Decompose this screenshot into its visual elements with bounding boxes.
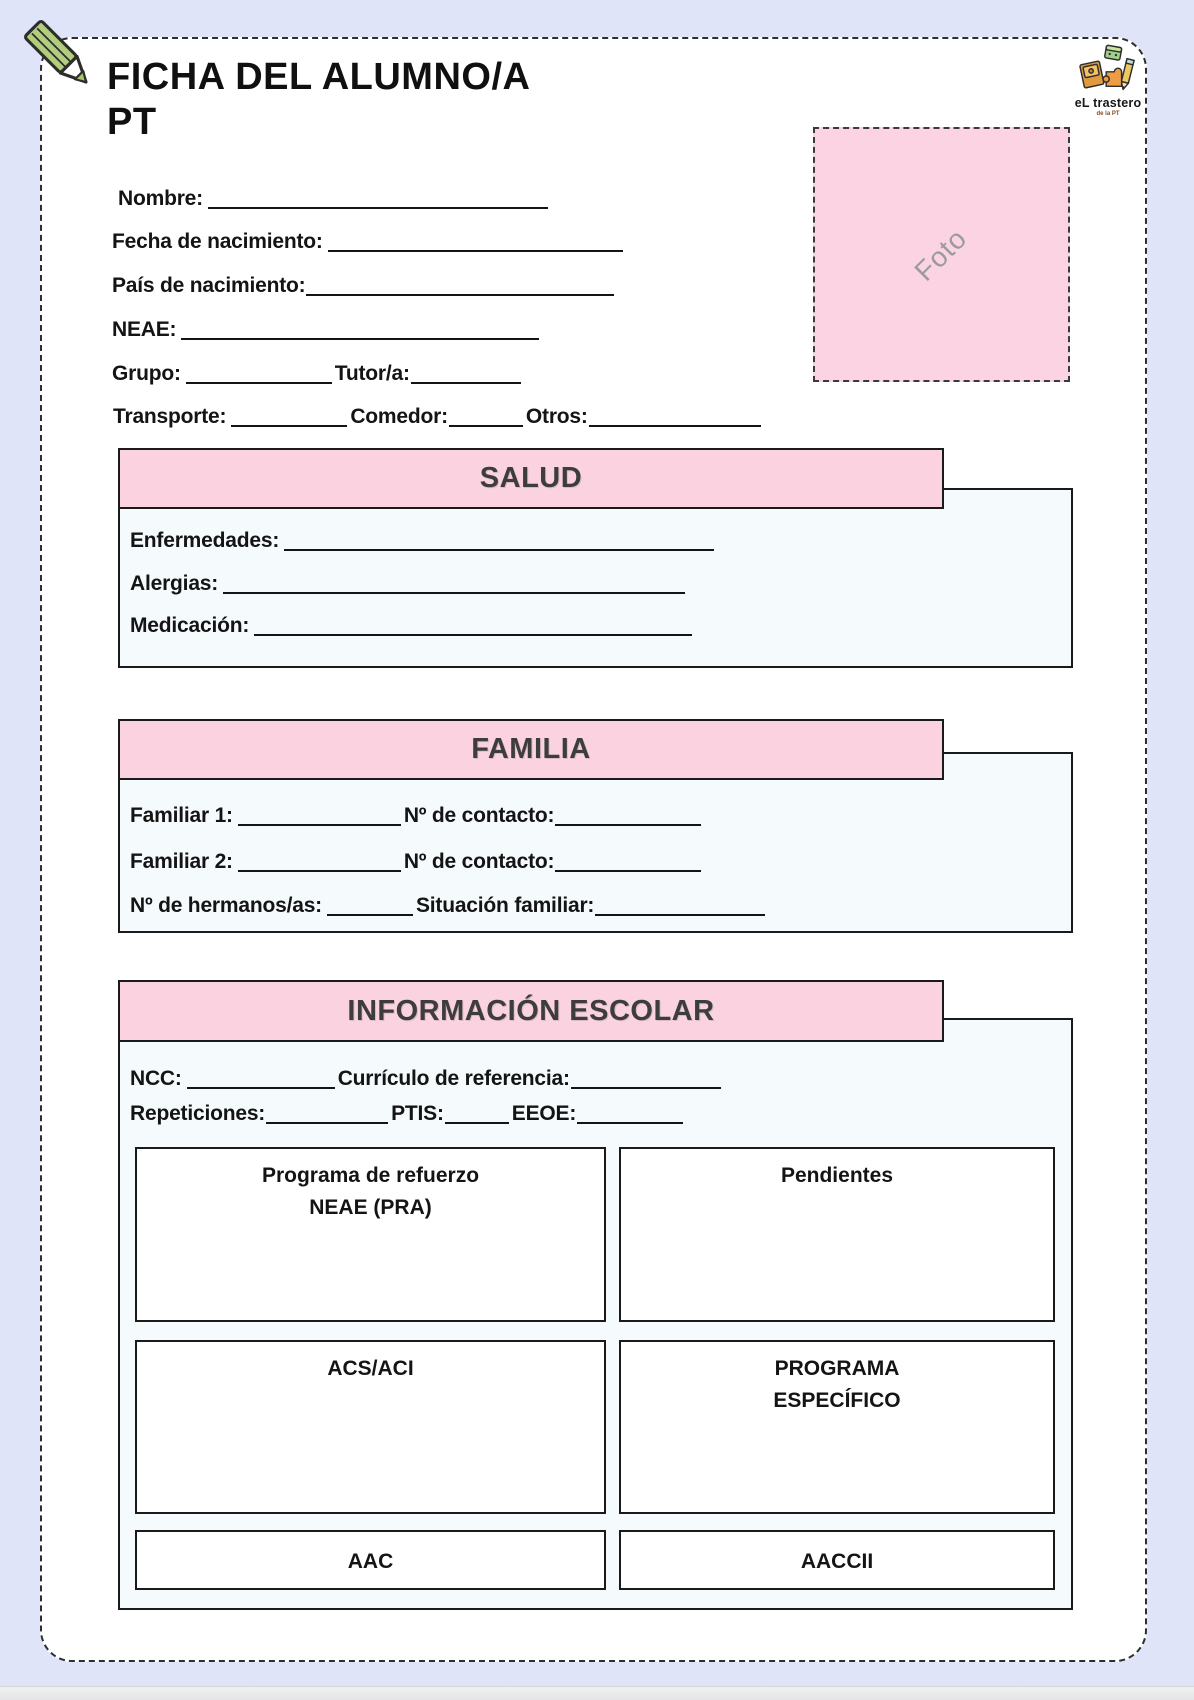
field-otros-label: Otros: [525, 405, 588, 428]
field-familiar2 [130, 845, 701, 875]
field-enfermedades [130, 524, 714, 554]
field-grupo-blank [186, 382, 332, 384]
box-programa-especifico [619, 1340, 1055, 1514]
page-title [107, 55, 767, 145]
field-medicacion-label: Medicación: [130, 614, 250, 637]
field-pais-blank [306, 294, 614, 296]
field-situacion-label: Situación familiar: [415, 894, 595, 917]
field-neae-blank [181, 338, 539, 340]
field-contacto2-label: Nº de contacto: [403, 850, 555, 873]
box-acs-aci-label: ACS/ACI [327, 1357, 414, 1380]
field-ptis-blank [445, 1122, 509, 1124]
field-transporte-blank [231, 425, 347, 427]
field-transporte-label: Transporte: [113, 405, 227, 428]
field-neae-label: NEAE: [112, 318, 177, 341]
photo-placeholder-label: Foto [908, 221, 974, 287]
field-repeticiones-label: Repeticiones: [130, 1102, 266, 1125]
box-pendientes-label: Pendientes [780, 1164, 894, 1187]
field-tutor-blank [411, 382, 521, 384]
field-familiar2-label: Familiar 2: [130, 850, 233, 873]
field-situacion-blank [595, 914, 765, 916]
box-aac-label: AAC [347, 1550, 394, 1573]
box-programa-refuerzo-label2: NEAE (PRA) [309, 1195, 432, 1219]
box-pendientes [619, 1147, 1055, 1322]
field-hermanos-situacion [130, 889, 765, 919]
escolar-section-body [118, 1018, 1073, 1610]
window-bottom-edge [0, 1686, 1194, 1700]
field-hermanos-label: Nº de hermanos/as: [130, 894, 322, 917]
field-contacto1-blank [555, 824, 701, 826]
box-acs-aci [135, 1340, 606, 1514]
field-pais-nacimiento [112, 269, 614, 299]
familia-section-title: FAMILIA [471, 733, 591, 765]
page-title-line2: PT [107, 100, 157, 143]
box-programa-especifico-label1: PROGRAMA [774, 1357, 900, 1380]
field-ncc-label: NCC: [130, 1067, 182, 1090]
field-alergias [130, 567, 685, 597]
field-nombre-blank [208, 207, 548, 209]
field-alergias-label: Alergias: [130, 572, 219, 595]
field-neae [112, 313, 539, 343]
field-contacto1-label: Nº de contacto: [403, 804, 555, 827]
field-eeoe-label: EEOE: [511, 1102, 577, 1125]
field-transporte-comedor-otros [113, 400, 761, 430]
field-enfermedades-label: Enfermedades: [130, 529, 280, 552]
field-repeticiones-blank [266, 1122, 388, 1124]
el-trastero-logo [1070, 44, 1146, 118]
field-repeticiones-ptis-eeoe [130, 1097, 683, 1127]
field-nombre [118, 182, 548, 212]
field-medicacion [130, 609, 692, 639]
field-pais-label: País de nacimiento: [112, 274, 306, 297]
field-familiar1-label: Familiar 1: [130, 804, 233, 827]
salud-section-body [118, 488, 1073, 668]
field-comedor-label: Comedor: [350, 405, 448, 428]
box-aac [135, 1530, 606, 1590]
escolar-section-header [118, 980, 944, 1042]
field-comedor-blank [449, 425, 523, 427]
escolar-section-title: INFORMACIÓN ESCOLAR [347, 994, 715, 1027]
familia-section-header [118, 719, 944, 780]
field-familiar2-blank [238, 870, 401, 872]
field-ncc-blank [187, 1087, 335, 1089]
field-tutor-label: Tutor/a: [334, 362, 410, 385]
field-curriculo-label: Currículo de referencia: [337, 1067, 570, 1090]
logo-subtext: de la PT [1096, 110, 1120, 117]
salud-section-header [118, 448, 944, 509]
photo-placeholder [813, 127, 1070, 382]
box-aaccii [619, 1530, 1055, 1590]
field-nombre-label: Nombre: [118, 187, 203, 210]
pencil-icon [10, 6, 108, 104]
box-aaccii-label: AACCII [800, 1550, 874, 1573]
field-familiar1 [130, 799, 701, 829]
field-ncc-curriculo [130, 1062, 721, 1092]
field-grupo-label: Grupo: [112, 362, 181, 385]
field-ptis-label: PTIS: [391, 1102, 444, 1125]
field-contacto2-blank [555, 870, 701, 872]
field-familiar1-blank [238, 824, 401, 826]
field-fecha-nacimiento [112, 225, 623, 255]
field-enfermedades-blank [284, 549, 714, 551]
field-curriculo-blank [571, 1087, 721, 1089]
box-programa-refuerzo [135, 1147, 606, 1322]
page-title-line1: FICHA DEL ALUMNO/A [107, 56, 531, 98]
field-alergias-blank [223, 592, 685, 594]
field-hermanos-blank [327, 914, 413, 916]
field-grupo-tutor [112, 357, 521, 387]
logo-text: eL trastero [1074, 96, 1142, 110]
field-medicacion-blank [254, 634, 692, 636]
box-programa-especifico-label2: ESPECÍFICO [773, 1388, 901, 1412]
logo-illustration-icon [1079, 44, 1137, 96]
box-programa-refuerzo-label1: Programa de refuerzo [261, 1164, 480, 1187]
field-eeoe-blank [577, 1122, 683, 1124]
salud-section-title: SALUD [479, 462, 583, 494]
field-otros-blank [589, 425, 761, 427]
field-fecha-label: Fecha de nacimiento: [112, 230, 323, 253]
field-fecha-blank [328, 250, 623, 252]
